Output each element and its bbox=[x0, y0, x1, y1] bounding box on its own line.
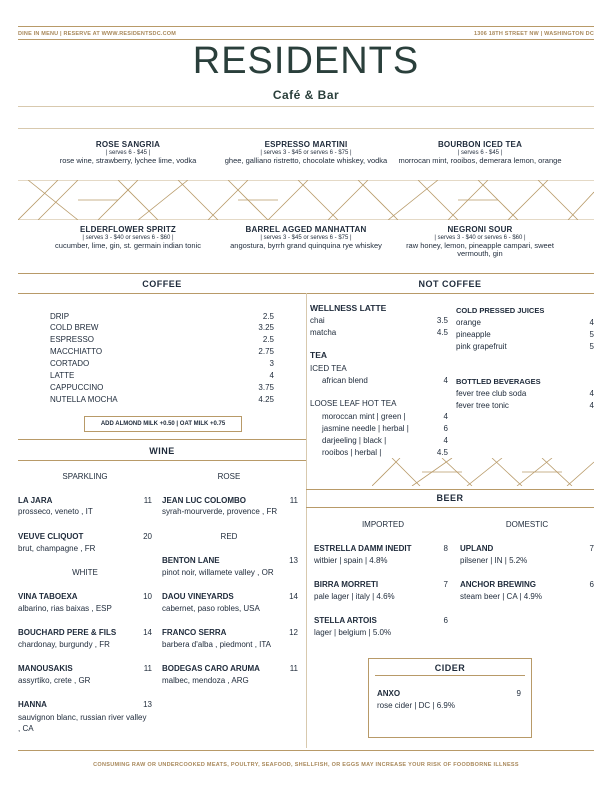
wine-name: DAOU VINEYARDS bbox=[162, 592, 234, 601]
coffee-item: ESPRESSO bbox=[50, 335, 95, 344]
juices-title: COLD PRESSED JUICES bbox=[456, 306, 545, 315]
wine-name: VINA TABOEXA bbox=[18, 592, 78, 601]
cocktail-serve: | serves 3 - $40 or serves 6 - $60 | bbox=[434, 235, 526, 241]
coffee-title: COFFEE bbox=[142, 279, 182, 289]
cocktail-card bbox=[38, 226, 218, 250]
rose-label: ROSE bbox=[217, 472, 241, 481]
wine-desc: chardonay, burgundy , FR bbox=[18, 640, 110, 649]
wine-name: BOUCHARD PERE & FILS bbox=[18, 628, 117, 637]
juice-item: pineapple bbox=[456, 330, 491, 339]
wine-desc: prosseco, veneto , IT bbox=[18, 507, 93, 516]
wellness-price: 3.5 bbox=[436, 316, 448, 325]
tea-item: african blend bbox=[322, 376, 368, 385]
cider-desc: rose cider | DC | 6.9% bbox=[377, 701, 455, 710]
wine-name: BENTON LANE bbox=[162, 556, 220, 565]
white-label: WHITE bbox=[72, 568, 98, 577]
juice-item: pink grapefruit bbox=[456, 342, 507, 351]
cocktail-serve: | serves 3 - $40 or serves 6 - $60 | bbox=[82, 235, 174, 241]
domestic-label: DOMESTIC bbox=[505, 520, 549, 529]
cider-price: 9 bbox=[516, 689, 521, 698]
beer-desc: steam beer | CA | 4.9% bbox=[460, 592, 542, 601]
rule bbox=[18, 106, 594, 107]
coffee-price: 4 bbox=[269, 371, 274, 380]
rule bbox=[306, 507, 594, 508]
coffee-item: CAPPUCCINO bbox=[50, 383, 104, 392]
tea-item: darjeeling | black | bbox=[322, 436, 387, 445]
beer-name: ANCHOR BREWING bbox=[460, 580, 536, 589]
juice-price: 5 bbox=[589, 330, 594, 339]
beer-name: BIRRA MORRETI bbox=[314, 580, 379, 589]
beer-title: BEER bbox=[436, 493, 464, 503]
cocktail-desc: raw honey, lemon, pineapple campari, sweet vermouth, gin bbox=[406, 241, 554, 258]
cocktail-desc: rose wine, strawberry, lychee lime, vodka bbox=[59, 156, 197, 165]
wine-name: VEUVE CLIQUOT bbox=[18, 532, 84, 541]
cocktail-desc: ghee, galliano ristretto, chocolate whiskey, vodka bbox=[224, 156, 388, 165]
tea-item: rooibos | herbal | bbox=[322, 448, 382, 457]
beer-desc: pale lager | italy | 4.6% bbox=[314, 592, 395, 601]
wine-price: 11 bbox=[289, 496, 298, 505]
wine-price: 13 bbox=[289, 556, 298, 565]
decorative-pattern bbox=[18, 180, 594, 220]
wine-name: LA JARA bbox=[18, 496, 53, 505]
tea-price: 4 bbox=[443, 436, 448, 445]
coffee-item: NUTELLA MOCHA bbox=[50, 395, 118, 404]
coffee-price: 2.5 bbox=[262, 312, 274, 321]
cocktail-serve: | serves 3 - $45 or serves 6 - $75 | bbox=[260, 150, 352, 156]
wine-price: 20 bbox=[143, 532, 152, 541]
coffee-price: 2.5 bbox=[262, 335, 274, 344]
wellness-price: 4.5 bbox=[436, 328, 448, 337]
coffee-item: COLD BREW bbox=[50, 323, 99, 332]
cocktail-card bbox=[216, 141, 396, 165]
not-coffee-title: NOT COFFEE bbox=[418, 279, 482, 289]
cocktail-name: ESPRESSO MARTINI bbox=[264, 140, 348, 149]
wine-name: MANOUSAKIS bbox=[18, 664, 73, 673]
beer-price: 6 bbox=[443, 616, 448, 625]
wine-desc: pinot noir, willamete valley , OR bbox=[162, 568, 274, 577]
cocktail-name: NEGRONI SOUR bbox=[447, 225, 513, 234]
wine-price: 14 bbox=[143, 628, 152, 637]
wellness-title: WELLNESS LATTE bbox=[310, 303, 387, 313]
cocktail-serve: | serves 6 - $45 | bbox=[457, 150, 503, 156]
bottled-price: 4 bbox=[589, 389, 594, 398]
tea-price: 6 bbox=[443, 424, 448, 433]
cocktail-name: ROSE SANGRIA bbox=[95, 140, 161, 149]
rule bbox=[375, 675, 525, 676]
rule bbox=[18, 128, 594, 129]
wine-desc: albarino, rias baixas , ESP bbox=[18, 604, 112, 613]
beer-price: 8 bbox=[443, 544, 448, 553]
wine-price: 12 bbox=[289, 628, 298, 637]
rule bbox=[18, 460, 306, 461]
cocktail-card bbox=[38, 141, 218, 165]
wine-price: 11 bbox=[143, 496, 152, 505]
bottled-item: fever tree club soda bbox=[456, 389, 527, 398]
cocktail-serve: | serves 3 - $45 or serves 6 - $75 | bbox=[260, 235, 352, 241]
cider-name: ANXO bbox=[377, 689, 401, 698]
wine-desc: barbera d'alba , piedmont , ITA bbox=[162, 640, 271, 649]
address: 1306 18TH STREET NW | WASHINGTON DC bbox=[474, 31, 594, 37]
beer-desc: witbier | spain | 4.8% bbox=[314, 556, 388, 565]
wine-price: 13 bbox=[143, 700, 152, 709]
tea-item: jasmine needle | herbal | bbox=[322, 424, 409, 433]
coffee-item: LATTE bbox=[50, 371, 75, 380]
cocktail-name: BARREL AGGED MANHATTAN bbox=[245, 225, 367, 234]
wellness-item: matcha bbox=[310, 328, 337, 337]
coffee-price: 2.75 bbox=[258, 347, 274, 356]
cocktail-card bbox=[390, 141, 570, 165]
wine-name: BODEGAS CARO ARUMA bbox=[162, 664, 260, 673]
cider-title: CIDER bbox=[434, 663, 466, 673]
wine-price: 14 bbox=[289, 592, 298, 601]
tea-item: moroccan mint | green | bbox=[322, 412, 406, 421]
cider-box bbox=[368, 658, 532, 738]
tea-title: TEA bbox=[310, 350, 327, 360]
beer-price: 7 bbox=[589, 544, 594, 553]
iced-tea-title: ICED TEA bbox=[310, 364, 347, 373]
bottled-price: 4 bbox=[589, 401, 594, 410]
hot-tea-title: LOOSE LEAF HOT TEA bbox=[310, 399, 397, 408]
health-disclaimer: CONSUMING RAW OR UNDERCOOKED MEATS, POULTRY, SEAFOOD, SHELLFISH, OR EGGS MAY INCREASE YOUR RISK OF FOODBORNE ILLNESS bbox=[93, 762, 519, 768]
coffee-item: MACCHIATTO bbox=[50, 347, 103, 356]
cocktail-card bbox=[390, 226, 570, 258]
wine-name: FRANCO SERRA bbox=[162, 628, 227, 637]
divider bbox=[306, 486, 307, 748]
wine-desc: assyrtiko, crete , GR bbox=[18, 676, 91, 685]
beer-price: 6 bbox=[589, 580, 594, 589]
red-label: RED bbox=[220, 532, 238, 541]
beer-price: 7 bbox=[443, 580, 448, 589]
coffee-price: 3 bbox=[269, 359, 274, 368]
cocktail-desc: cucumber, lime, gin, st. germain indian tonic bbox=[55, 241, 201, 250]
divider bbox=[306, 293, 307, 493]
milk-addon: ADD ALMOND MILK +0.50 | OAT MILK +0.75 bbox=[84, 416, 242, 432]
bottled-title: BOTTLED BEVERAGES bbox=[456, 377, 541, 386]
rule bbox=[18, 273, 594, 274]
tagline: Café & Bar bbox=[272, 88, 340, 102]
coffee-item: CORTADO bbox=[50, 359, 90, 368]
wine-desc: malbec, mendoza , ARG bbox=[162, 676, 249, 685]
cocktail-name: BOURBON ICED TEA bbox=[437, 140, 523, 149]
cocktail-desc: angostura, byrrh grand quinquina rye whiskey bbox=[230, 241, 382, 250]
coffee-price: 3.25 bbox=[258, 323, 274, 332]
coffee-price: 4.25 bbox=[258, 395, 274, 404]
decorative-pattern bbox=[372, 458, 594, 486]
rule bbox=[18, 750, 594, 751]
juice-price: 4 bbox=[589, 318, 594, 327]
wine-price: 11 bbox=[143, 664, 152, 673]
wine-name: JEAN LUC COLOMBO bbox=[162, 496, 246, 505]
cocktail-name: ELDERFLOWER SPRITZ bbox=[79, 225, 177, 234]
imported-label: IMPORTED bbox=[361, 520, 405, 529]
juice-item: orange bbox=[456, 318, 481, 327]
beer-desc: pilsener | IN | 5.2% bbox=[460, 556, 528, 565]
wine-price: 10 bbox=[143, 592, 152, 601]
wine-desc: cabernet, paso robles, USA bbox=[162, 604, 260, 613]
bottled-item: fever tree tonic bbox=[456, 401, 509, 410]
coffee-item: DRIP bbox=[50, 312, 70, 321]
rule bbox=[18, 439, 306, 440]
cocktail-serve: | serves 6 - $45 | bbox=[105, 150, 151, 156]
coffee-price: 3.75 bbox=[258, 383, 274, 392]
brand-name: RESIDENTS bbox=[192, 40, 420, 82]
cocktail-desc: morrocan mint, rooibos, demerara lemon, orange bbox=[398, 156, 562, 165]
cocktail-card bbox=[216, 226, 396, 250]
beer-name: UPLAND bbox=[460, 544, 494, 553]
reserve-info: DINE IN MENU | RESERVE AT WWW.RESIDENTSDC.COM bbox=[18, 31, 177, 37]
wine-name: HANNA bbox=[18, 700, 47, 709]
juice-price: 5 bbox=[589, 342, 594, 351]
wine-desc: syrah-mourverde, provence , FR bbox=[162, 507, 278, 516]
top-rule bbox=[18, 26, 594, 27]
wine-desc: brut, champagne , FR bbox=[18, 544, 96, 553]
sparkling-label: SPARKLING bbox=[62, 472, 108, 481]
rule bbox=[306, 489, 594, 490]
wine-price: 11 bbox=[289, 664, 298, 673]
beer-name: ESTRELLA DAMM INEDIT bbox=[314, 544, 412, 553]
tea-price: 4 bbox=[443, 412, 448, 421]
wine-desc: sauvignon blanc, russian river valley , CA bbox=[18, 713, 147, 733]
wine-title: WINE bbox=[149, 446, 175, 456]
beer-name: STELLA ARTOIS bbox=[314, 616, 377, 625]
tea-price: 4 bbox=[443, 376, 448, 385]
wellness-item: chai bbox=[310, 316, 325, 325]
beer-desc: lager | belgium | 5.0% bbox=[314, 628, 392, 637]
tea-price: 4.5 bbox=[436, 448, 448, 457]
